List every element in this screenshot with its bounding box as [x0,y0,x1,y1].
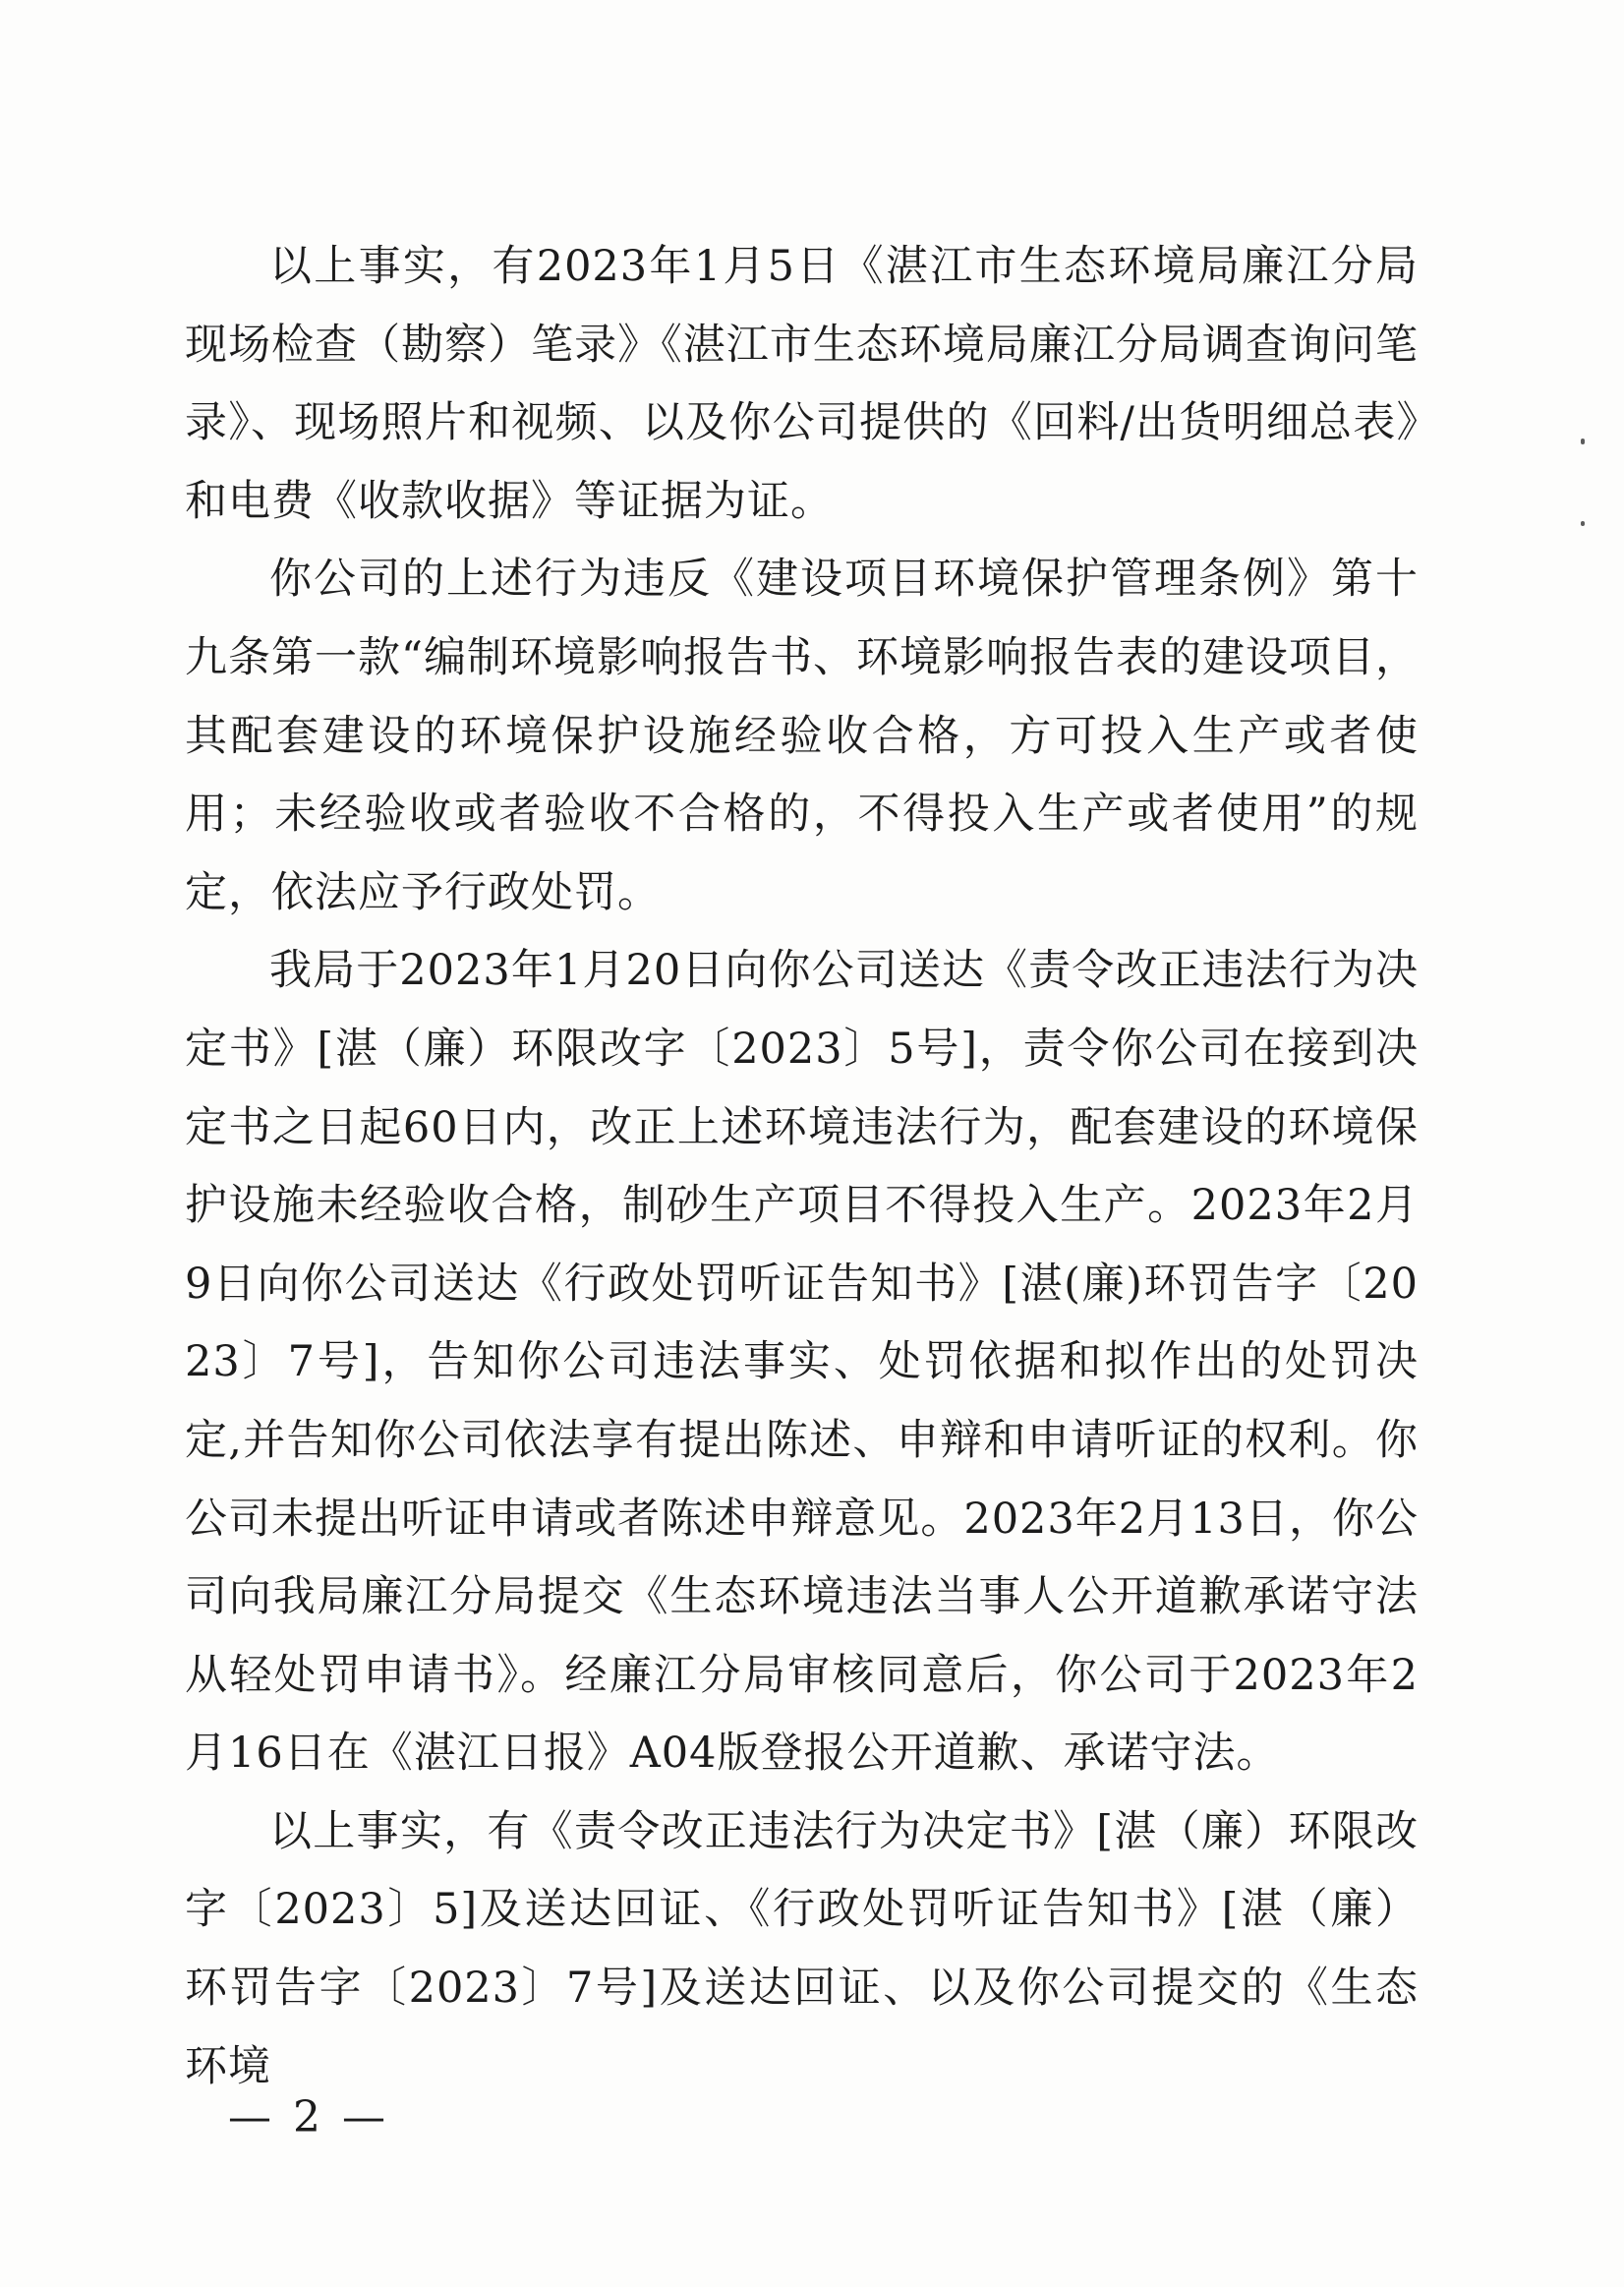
paragraph-violation: 你公司的上述行为违反《建设项目环境保护管理条例》第十九条第一款“编制环境影响报告书、环境影响报告表的建设项目，其配套建设的环境保护设施经验收合格，方可投入生产或者使用；未经验收或者验收不合格的，不得投入生产或者使用”的规定，依法应予行政处罚。 [185,555,1419,917]
scan-speck [1581,521,1585,526]
paragraph-correction-order: 我局于2023年1月20日向你公司送达《责令改正违法行为决定书》[湛（廉）环限改字〔2023〕5号]，责令你公司在接到决定书之日起60日内，改正上述环境违法行为，配套建设的环境保护设施未经验收合格，制砂生产项目不得投入生产。2023年2月9日向你公司送达《行政处罚听证告知书》[湛(廉)环罚告字〔2023〕7号]，告知你公司违法事实、处罚依据和拟作出的处罚决定,并告知你公司依法享有提出陈述、申辩和申请听证的权利。你公司未提出听证申请或者陈述申辩意见。2023年2月13日，你公司向我局廉江分局提交《生态环境违法当事人公开道歉承诺守法从轻处罚申请书》。经廉江分局审核同意后，你公司于2023年2月16日在《湛江日报》A04版登报公开道歉、承诺守法。 [185,946,1419,1779]
paragraph-evidence-documents: 以上事实，有《责令改正违法行为决定书》[湛（廉）环限改字〔2023〕5]及送达回证、《行政处罚听证告知书》[湛（廉）环罚告字〔2023〕7号]及送达回证、以及你公司提交的《生态环境 [185,1806,1419,2091]
paragraph-evidence-inspection: 以上事实，有2023年1月5日《湛江市生态环境局廉江分局现场检查（勘察）笔录》《湛江市生态环境局廉江分局调查询问笔录》、现场照片和视频、以及你公司提供的《回料/出货明细总表》和电费《收款收据》等证据为证。 [185,242,1419,526]
page-number: — 2 — [228,2092,389,2142]
document-body [185,228,1419,2106]
scan-speck [1581,439,1585,444]
